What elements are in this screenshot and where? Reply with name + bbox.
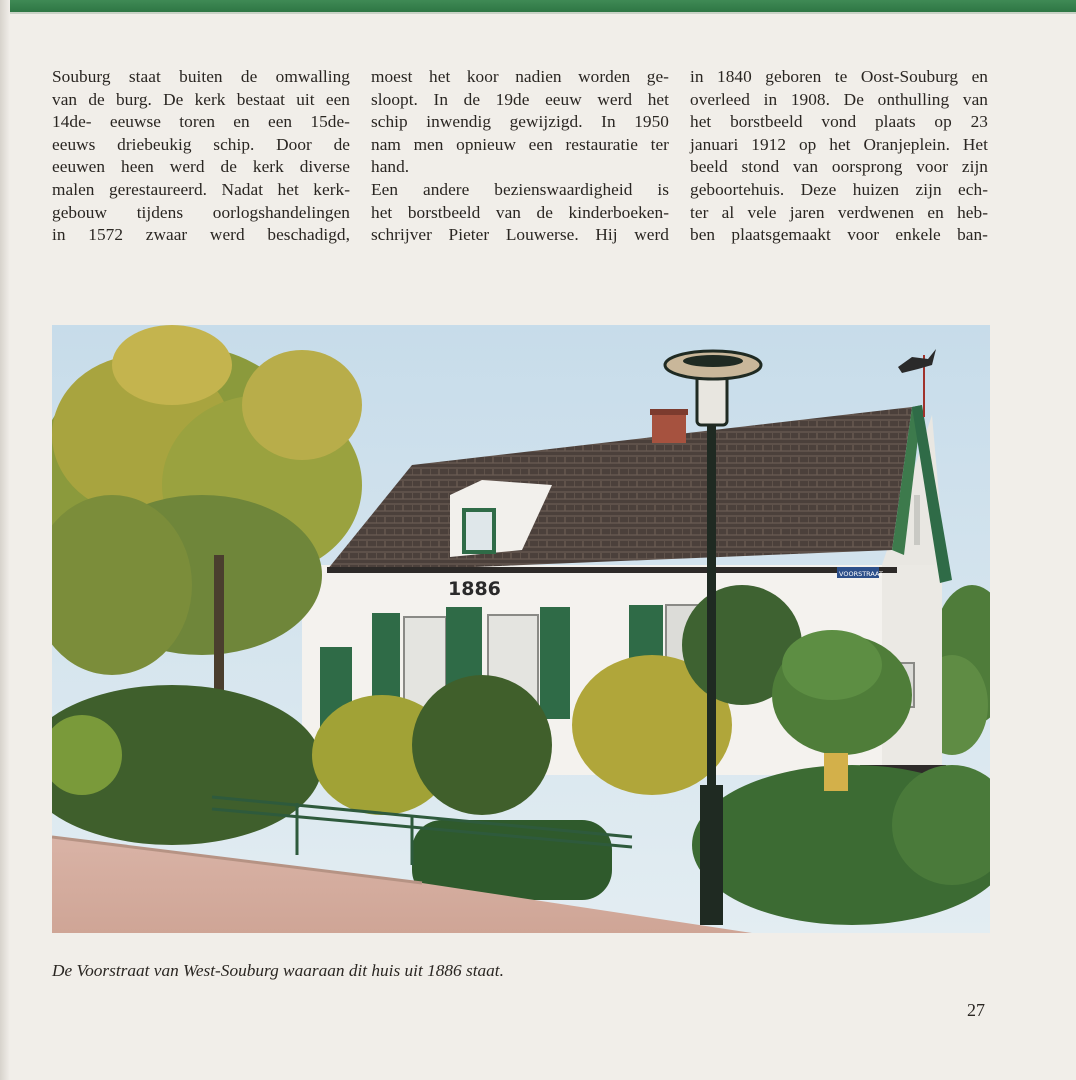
text-column-3: [690, 66, 988, 247]
text-line: 14de- eeuwse toren en een 15de-: [52, 112, 350, 132]
book-spine-shadow: [0, 0, 10, 1080]
text-line: gebouw tijdens oorlogshandelingen: [52, 202, 350, 222]
text-line: in 1840 geboren te Oost-Souburg en: [690, 67, 988, 86]
text-line: beeld stond van oorsprong voor zijn: [690, 157, 988, 177]
text-line: moest het koor nadien worden ge-: [371, 67, 669, 86]
text-line: hand.: [371, 157, 410, 177]
text-column-2: [371, 66, 669, 247]
text-line: schip inwendig gewijzigd. In 1950: [371, 112, 669, 132]
text-line: malen gerestaureerd. Nadat het kerk-: [52, 179, 350, 199]
house-photo: [52, 325, 990, 933]
text-line: schrijver Pieter Louwerse. Hij werd: [371, 225, 669, 245]
text-line: nam men opnieuw een restauratie ter: [371, 134, 669, 154]
text-line: van de burg. De kerk bestaat uit een: [52, 89, 350, 109]
text-line: het borstbeeld van de kinderboeken-: [371, 202, 669, 222]
text-line: geboortehuis. Deze huizen zijn ech-: [690, 179, 988, 199]
text-line: sloopt. In de 19de eeuw werd het: [371, 89, 669, 109]
text-line: Souburg staat buiten de omwalling: [52, 67, 350, 86]
text-line: eeuws driebeukig schip. Door de: [52, 134, 350, 154]
text-line: overleed in 1908. De onthulling van: [690, 89, 988, 109]
text-line: Een andere bezienswaardigheid is: [371, 179, 669, 199]
text-line: ter al vele jaren verdwenen en heb-: [690, 202, 988, 222]
text-line: in 1572 zwaar werd beschadigd,: [52, 225, 350, 245]
header-band: [0, 0, 1076, 14]
text-line: januari 1912 op het Oranjeplein. Het: [690, 134, 988, 154]
text-line: het borstbeeld vond plaats op 23: [690, 112, 988, 132]
photo-caption: De Voorstraat van West-Souburg waaraan dit huis uit 1886 staat.: [52, 961, 504, 980]
text-line: ben plaatsgemaakt voor enkele ban-: [690, 225, 988, 245]
text-line: eeuwen heen werd de kerk diverse: [52, 157, 350, 177]
chimney: [652, 413, 686, 443]
page-number: 27: [967, 1000, 985, 1020]
street-sign: VOORSTRAAT: [839, 570, 883, 578]
year-sign: 1886: [448, 578, 501, 600]
text-column-1: [52, 66, 350, 247]
